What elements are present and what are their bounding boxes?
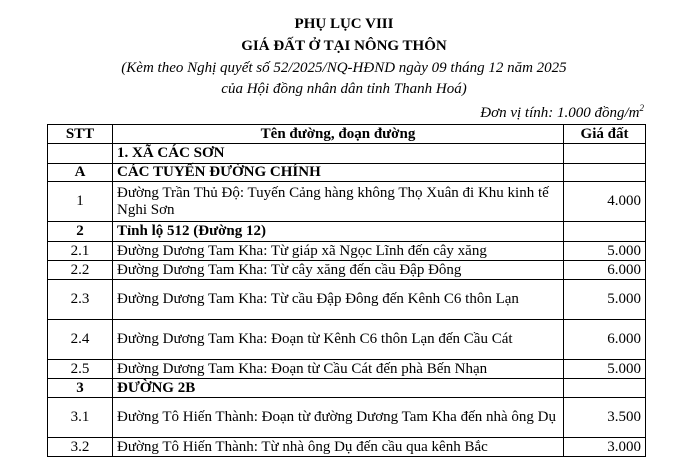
column-header-stt: STT: [48, 125, 113, 144]
table-row: [48, 438, 646, 457]
row-stt: 3.1: [48, 398, 113, 438]
table-row: [48, 242, 646, 261]
table-row: [48, 280, 646, 320]
unit-label: Đơn vị tính: 1.000 đồng/$m^2$: [480, 103, 644, 121]
row-stt: 2.4: [48, 320, 113, 360]
row-price: 4.000: [564, 182, 646, 222]
row-stt: 2.2: [48, 261, 113, 280]
row-stt: [48, 144, 113, 164]
row-road-name: Đường Tô Hiến Thành: Từ nhà ông Dụ đến cầu qua kênh Bắc: [113, 438, 564, 457]
row-stt: 2.1: [48, 242, 113, 261]
table-row: [48, 164, 646, 182]
row-price: 6.000: [564, 320, 646, 360]
row-road-name: ĐƯỜNG 2B: [113, 379, 564, 398]
resolution-reference: (Kèm theo Nghị quyết số 52/2025/NQ-HĐND ngày 09 tháng 12 năm 2025: [121, 60, 567, 76]
table-row: [48, 360, 646, 379]
row-price: [564, 164, 646, 182]
row-road-name: Đường Dương Tam Kha: Đoạn từ Cầu Cát đến phà Bến Nhạn: [113, 360, 564, 379]
appendix-title: PHỤ LỤC VIII: [294, 16, 394, 32]
row-stt: 2: [48, 222, 113, 242]
row-road-name: Đường Dương Tam Kha: Từ giáp xã Ngọc Lĩnh đến cây xăng: [113, 242, 564, 261]
document-title: GIÁ ĐẤT Ở TẠI NÔNG THÔN: [241, 38, 447, 54]
row-price: 6.000: [564, 261, 646, 280]
row-road-name: Đường Dương Tam Kha: Đoạn từ Kênh C6 thôn Lạn đến Cầu Cát: [113, 320, 564, 360]
row-price: 3.500: [564, 398, 646, 438]
row-stt: 2.3: [48, 280, 113, 320]
row-road-name: Tỉnh lộ 512 (Đường 12): [113, 222, 564, 242]
land-price-table: [47, 124, 646, 457]
row-price: 5.000: [564, 242, 646, 261]
row-road-name: CÁC TUYẾN ĐƯỜNG CHÍNH: [113, 164, 564, 182]
row-road-name: Đường Dương Tam Kha: Từ cây xăng đến cầu Đập Đông: [113, 261, 564, 280]
column-header-price: Giá đất: [564, 125, 646, 144]
row-road-name: 1. XÃ CÁC SƠN: [113, 144, 564, 164]
row-road-name: Đường Dương Tam Kha: Từ cầu Đập Đông đến Kênh C6 thôn Lạn: [113, 280, 564, 320]
row-stt: A: [48, 164, 113, 182]
table-row: [48, 222, 646, 242]
row-price: [564, 222, 646, 242]
row-road-name: Đường Tô Hiến Thành: Đoạn từ đường Dương Tam Kha đến nhà ông Dụ: [113, 398, 564, 438]
row-price: 5.000: [564, 360, 646, 379]
row-stt: 3.2: [48, 438, 113, 457]
table-row: [48, 182, 646, 222]
row-stt: 2.5: [48, 360, 113, 379]
table-row: [48, 261, 646, 280]
row-price: [564, 379, 646, 398]
table-row: [48, 144, 646, 164]
issuing-body: của Hội đồng nhân dân tỉnh Thanh Hoá): [221, 81, 467, 97]
table-row: [48, 398, 646, 438]
row-stt: 1: [48, 182, 113, 222]
column-header-name: Tên đường, đoạn đường: [113, 125, 564, 144]
table-row: [48, 379, 646, 398]
row-price: 5.000: [564, 280, 646, 320]
row-stt: 3: [48, 379, 113, 398]
row-price: 3.000: [564, 438, 646, 457]
table-header-row: [48, 125, 646, 144]
table-row: [48, 320, 646, 360]
row-price: [564, 144, 646, 164]
row-road-name: Đường Trần Thủ Độ: Tuyến Cảng hàng không Thọ Xuân đi Khu kinh tế Nghi Sơn: [113, 182, 564, 222]
